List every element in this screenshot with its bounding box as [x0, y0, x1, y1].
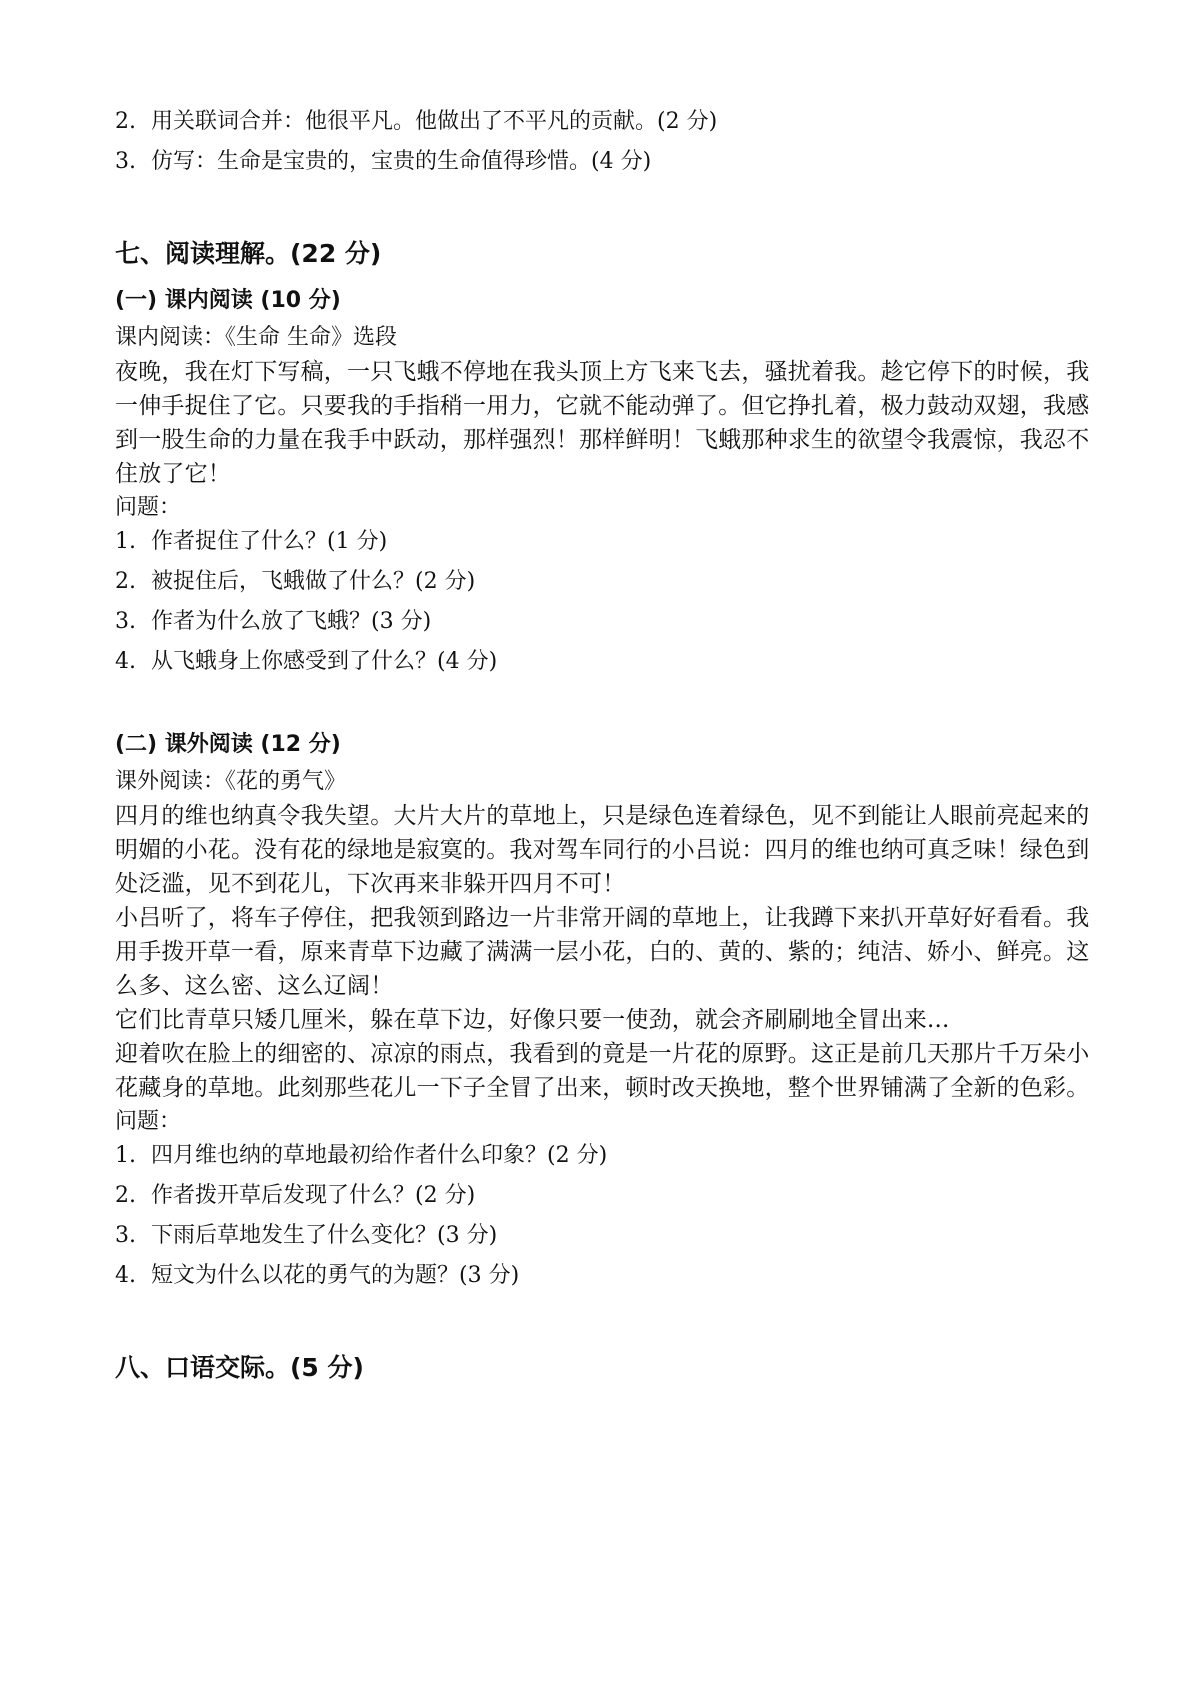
question-number: 4.: [115, 649, 136, 674]
question-item: [115, 1139, 1095, 1173]
part-2-source: 课外阅读：《花的勇气》: [115, 769, 347, 794]
item-text: 仿写：生命是宝贵的，宝贵的生命值得珍惜。(4 分): [151, 149, 652, 174]
question-item: [115, 605, 1095, 639]
exam-page: [115, 105, 1095, 1385]
question-text: 被捉住后，飞蛾做了什么？(2 分): [151, 569, 476, 594]
part-2-questions-label: 问题：: [115, 1109, 182, 1134]
question-item: [115, 1179, 1095, 1213]
question-number: 3.: [115, 1223, 136, 1248]
question-text: 从飞蛾身上你感受到了什么？(4 分): [151, 649, 498, 674]
question-item: [115, 645, 1095, 679]
question-number: 3.: [115, 609, 136, 634]
question-text: 下雨后草地发生了什么变化？(3 分): [151, 1223, 498, 1248]
question-text: 作者拨开草后发现了什么？(2 分): [151, 1183, 476, 1208]
part-2-title: (二) 课外阅读 (12 分): [115, 732, 341, 757]
question-item: [115, 525, 1095, 559]
section-8-title: 八、口语交际。(5 分): [115, 1353, 364, 1382]
question-number: 2.: [115, 569, 136, 594]
question-text: 短文为什么以花的勇气的为题？(3 分): [151, 1263, 520, 1288]
item-text: 用关联词合并：他很平凡。他做出了不平凡的贡献。(2 分): [151, 109, 718, 134]
question-text: 作者为什么放了飞蛾？(3 分): [151, 609, 432, 634]
question-item: [115, 1219, 1095, 1253]
item-number: 3.: [115, 149, 136, 174]
part-1-passage: 夜晚，我在灯下写稿，一只飞蛾不停地在我头顶上方飞来飞去，骚扰着我。趁它停下的时候，我一伸手捉住了它。只要我的手指稍一用力，它就不能动弹了。但它挣扎着，极力鼓动双翅，我感到一股生命的力量在我手中跃动，那样强烈！那样鲜明！飞蛾那种求生的欲望令我震惊，我忍不住放了它！: [115, 359, 1090, 487]
question-text: 作者捉住了什么？(1 分): [151, 529, 388, 554]
part-1-title: (一) 课内阅读 (10 分): [115, 288, 341, 313]
item-number: 2.: [115, 109, 136, 134]
question-number: 2.: [115, 1183, 136, 1208]
question-item: [115, 1259, 1095, 1293]
question-item: [115, 565, 1095, 599]
question-number: 1.: [115, 1143, 136, 1168]
question-text: 四月维也纳的草地最初给作者什么印象？(2 分): [151, 1143, 608, 1168]
question-number: 1.: [115, 529, 136, 554]
part-2-paragraph: 小吕听了，将车子停住，把我领到路边一片非常开阔的草地上，让我蹲下来扒开草好好看看。我用手拨开草一看，原来青草下边藏了满满一层小花，白的、黄的、紫的；纯洁、娇小、鲜亮。这么多、这么密、这么辽阔！: [115, 905, 1090, 999]
question-number: 4.: [115, 1263, 136, 1288]
list-item: [115, 145, 1095, 179]
part-1-source: 课内阅读：《生命 生命》选段: [115, 325, 397, 350]
list-item: [115, 105, 1095, 139]
part-1-questions-label: 问题：: [115, 495, 182, 520]
part-2-paragraph: 四月的维也纳真令我失望。大片大片的草地上，只是绿色连着绿色，见不到能让人眼前亮起来的明媚的小花。没有花的绿地是寂寞的。我对驾车同行的小吕说：四月的维也纳可真乏味！绿色到处泛滥，见不到花儿，下次再来非躲开四月不可！: [115, 803, 1090, 897]
section-7-title: 七、阅读理解。(22 分): [115, 239, 382, 268]
part-2-paragraph: 它们比青草只矮几厘米，躲在草下边，好像只要一使劲，就会齐刷刷地全冒出来...: [115, 1007, 950, 1033]
part-2-paragraph: 迎着吹在脸上的细密的、凉凉的雨点，我看到的竟是一片花的原野。这正是前几天那片千万朵小花藏身的草地。此刻那些花儿一下子全冒了出来，顿时改天换地，整个世界铺满了全新的色彩。: [115, 1041, 1090, 1101]
